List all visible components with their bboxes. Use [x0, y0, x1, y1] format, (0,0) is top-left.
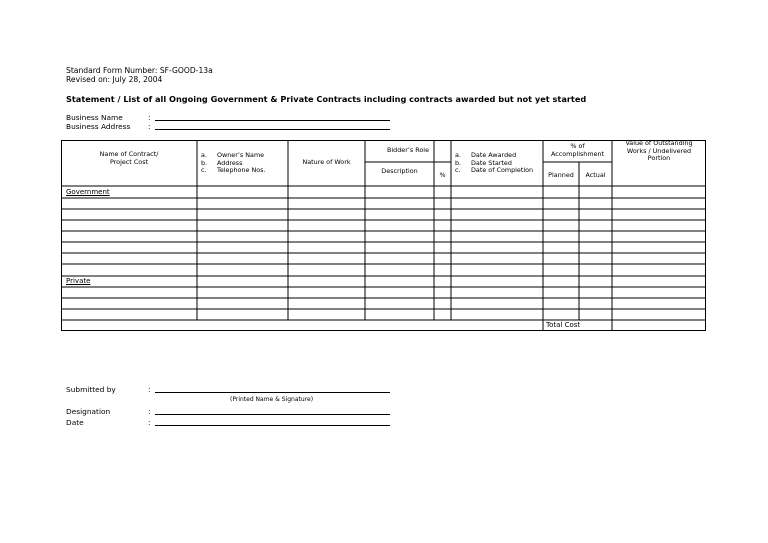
total-cost-label: Total Cost	[546, 321, 581, 329]
section-government: Government	[66, 188, 110, 196]
col-header-nature: Nature of Work	[302, 158, 351, 166]
page-title: Statement / List of all Ongoing Government & Private Contracts including contracts awarded but not yet started	[66, 94, 587, 104]
business-name-field[interactable]	[155, 120, 390, 121]
date-colon: :	[148, 418, 151, 427]
business-address-colon: :	[148, 122, 151, 131]
designation-field[interactable]	[155, 414, 390, 415]
business-name-label: Business Name	[66, 113, 123, 122]
col-header-contract: Name of Contract/ Project Cost	[99, 150, 159, 166]
col-header-percent: %	[439, 171, 446, 179]
col-header-description: Description	[381, 167, 418, 175]
contracts-table	[61, 140, 706, 331]
business-address-label: Business Address	[66, 122, 131, 131]
col-header-planned: Planned	[548, 171, 574, 179]
revised-date: Revised on: July 28, 2004	[66, 75, 163, 84]
designation-colon: :	[148, 407, 151, 416]
col-header-owner: a. Owner’s Name b. Address c. Telephone Nos.	[201, 151, 266, 175]
date-field[interactable]	[155, 425, 390, 426]
date-label: Date	[66, 418, 84, 427]
business-address-field[interactable]	[155, 129, 390, 130]
col-header-outstanding-value: Value of Outstanding Works / Undelivered Portion	[625, 139, 693, 163]
designation-label: Designation	[66, 407, 111, 416]
printed-name-note: (Printed Name & Signature)	[230, 396, 314, 403]
col-header-dates: a. Date Awarded b. Date Started c. Date of Completion	[455, 151, 534, 175]
submitted-by-label: Submitted by	[66, 385, 116, 394]
col-header-actual: Actual	[585, 171, 606, 179]
section-private: Private	[66, 277, 91, 285]
form-number: Standard Form Number: SF-GOOD-13a	[66, 66, 213, 75]
submitted-by-colon: :	[148, 385, 151, 394]
submitted-by-field[interactable]	[155, 392, 390, 393]
business-name-colon: :	[148, 113, 151, 122]
col-header-bidder-role: Bidder’s Role	[387, 146, 429, 154]
col-header-accomplishment: % of Accomplishment	[550, 142, 605, 158]
